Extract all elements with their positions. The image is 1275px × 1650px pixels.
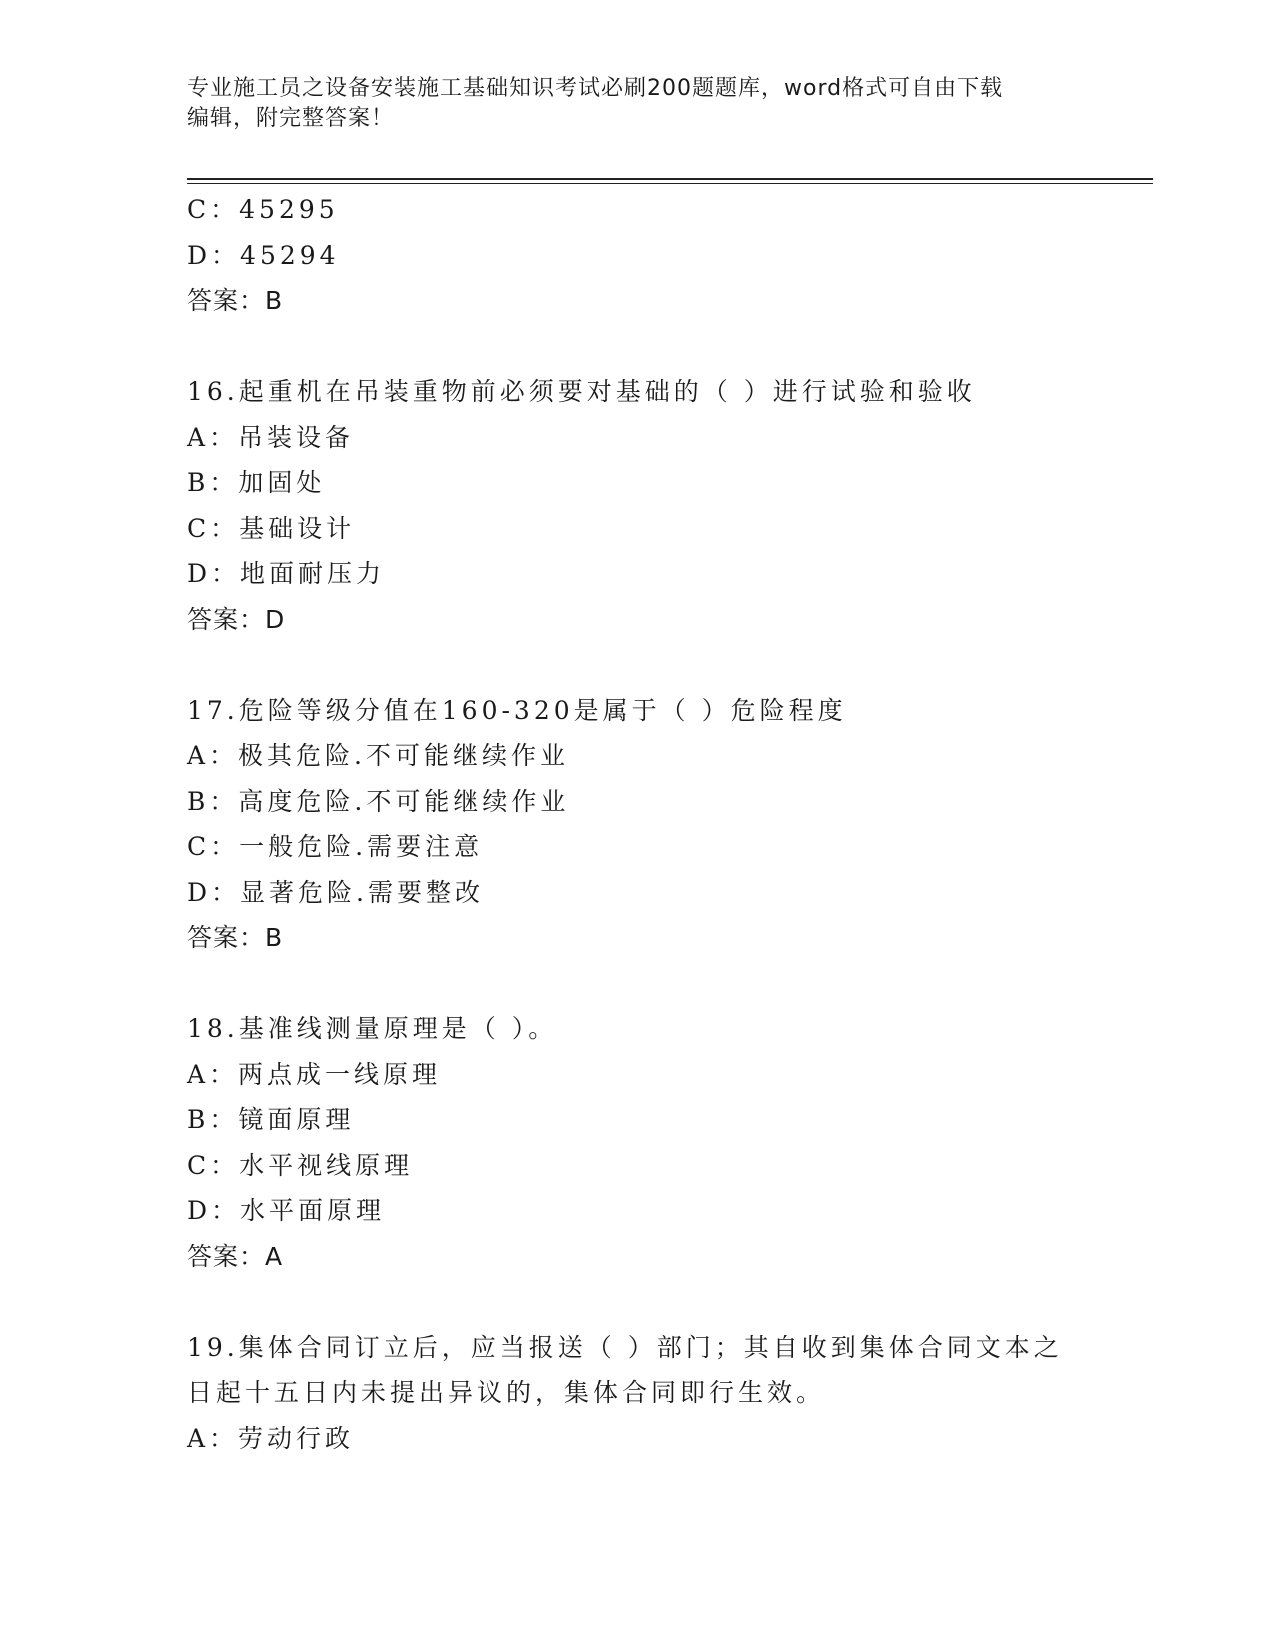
spacer <box>187 961 1087 1007</box>
option-a: A：两点成一线原理 <box>187 1059 442 1089</box>
option-d: D：显著危险.需要整改 <box>187 877 484 907</box>
previous-question-tail <box>187 187 1087 324</box>
answer-line: 答案：B <box>187 286 284 315</box>
answer-line: 答案：A <box>187 1241 284 1271</box>
question-stem: 17.危险等级分值在160-320是属于（ ）危险程度 <box>187 695 847 725</box>
spacer <box>187 324 1087 370</box>
option-c: C：基础设计 <box>187 513 356 543</box>
option-b: B：高度危险.不可能继续作业 <box>187 786 570 816</box>
question-stem-line-2: 日起十五日内未提出异议的，集体合同即行生效。 <box>187 1378 826 1407</box>
question-stem: 16.起重机在吊装重物前必须要对基础的（ ）进行试验和验收 <box>187 377 976 406</box>
answer-line: 答案：B <box>187 923 284 952</box>
answer-line: 答案：D <box>187 604 286 634</box>
header-line-2: 编辑，附完整答案！ <box>187 106 395 131</box>
option-a: A：劳动行政 <box>187 1423 355 1453</box>
option-d: D：45294 <box>187 240 340 270</box>
header-rule-thin <box>187 183 1153 184</box>
question-16 <box>187 369 1087 642</box>
document-header <box>187 74 1067 134</box>
header-rule-thick <box>187 178 1153 180</box>
option-d: D：地面耐压力 <box>187 559 386 588</box>
question-17 <box>187 688 1087 961</box>
spacer <box>187 642 1087 688</box>
question-stem: 18.基准线测量原理是（ ）。 <box>187 1014 558 1043</box>
question-list <box>187 187 1087 1461</box>
question-19 <box>187 1325 1087 1462</box>
header-line-1: 专业施工员之设备安装施工基础知识考试必刷200题题库，word格式可自由下载 <box>187 76 1004 101</box>
option-b: B：加固处 <box>187 468 326 497</box>
question-stem-line-1: 19.集体合同订立后，应当报送（ ）部门；其自收到集体合同文本之 <box>187 1332 1063 1362</box>
option-d: D：水平面原理 <box>187 1196 386 1225</box>
option-c: C：45295 <box>187 195 339 224</box>
option-b: B：镜面原理 <box>187 1105 355 1134</box>
spacer <box>187 1279 1087 1325</box>
option-a: A：极其危险.不可能继续作业 <box>187 741 570 770</box>
option-a: A：吊装设备 <box>187 422 355 452</box>
question-18 <box>187 1006 1087 1279</box>
option-c: C：水平视线原理 <box>187 1150 414 1180</box>
option-c: C：一般危险.需要注意 <box>187 832 484 861</box>
